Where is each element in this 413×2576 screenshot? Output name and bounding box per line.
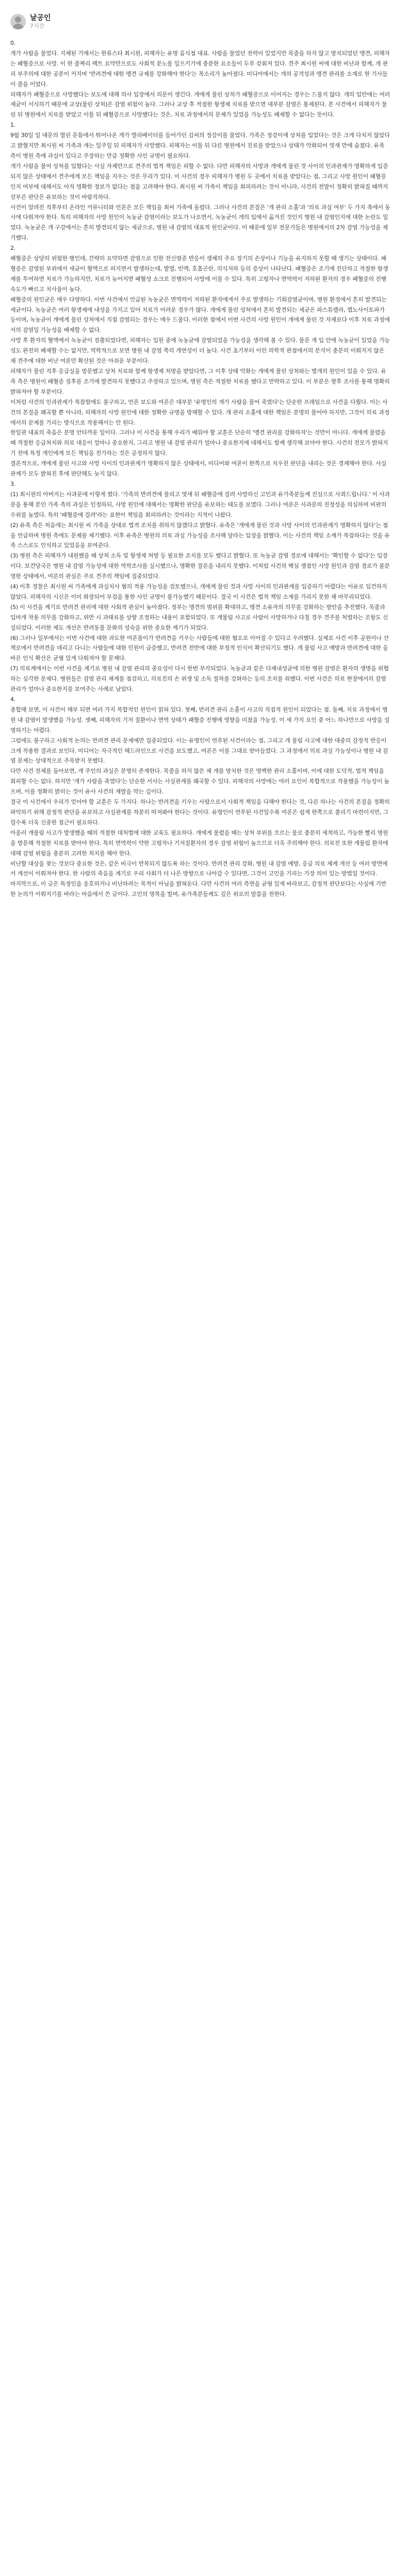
paragraph: (2) 유족 측은 처음에는 최시원 씨 가족을 상대로 법적 조치를 취하지 않겠다고 밝혔다. 유족은 '개에게 물린 것과 사망 사이의 인과관계가 명확하지 않다'는 점을 언급하며 병원 측에도 문제를 제기했다. 이후 유족은 병원의 의료 과실 가능성을 조사해 달라는 입장을 밝혔다. 이는 사건의 책임 소재가 복잡하다는 것을 유족 스스로도 인식하고 있었음을 보여준다. (10, 521, 390, 549)
paragraph: 피해자가 패혈증으로 사망했다는 보도에 대해 의사 입장에서 의문이 생긴다. 개에게 물린 상처가 패혈증으로 이어지는 경우는 드물지 않다. 개의 입안에는 여러 세균이 서식하기 때문에 교상(물린 상처)은 감염 위험이 높다. 그러나 교상 후 적절한 항생제 치료를 받으면 대부분 감염은 통제된다. 본 사건에서 피해자가 물린 뒤 병원에서 치료를 받았고 이틀 뒤 패혈증으로 사망했다는 것은, 치료 과정에서의 문제가 있었을 가능성도 배제할 수 없다는 뜻이다. (10, 91, 392, 118)
user-icon (10, 14, 26, 29)
section-number: 4. (10, 696, 16, 703)
author-name[interactable]: 날공인 (30, 13, 51, 22)
paragraph: 마지막으로, 이 글은 특정인을 옹호하거나 비난하려는 목적이 아님을 밝혀둔다. 다만 사건의 여러 측면을 균형 있게 바라보고, 감정적 판단보다는 사실에 기반한 논의가 이뤄지기를 바라는 마음에서 쓴 글이다. 고인의 명복을 빌며, 유가족분들께도 깊은 위로의 말씀을 전한다. (10, 880, 387, 898)
section-number: 2. (10, 245, 16, 252)
paragraph: 패혈증은 상당히 위험한 병인데, 간략히 요약하면 감염으로 인한 전신염증 반응이 생체의 주요 장기의 손상이나 기능을 유지하지 못할 때 생기는 상태이다. 패혈증은 감염된 부위에서 세균이 혈액으로 퍼지면서 발생하는데, 발열, 빈맥, 호흡곤란, 의식저하 등의 증상이 나타난다. 패혈증은 조기에 진단하고 적절한 항생제를 투여하면 치료가 가능하지만, 치료가 늦어지면 패혈성 쇼크로 진행되어 사망에 이를 수 있다. 특히 고령자나 면역력이 저하된 환자의 경우 패혈증의 진행 속도가 빠르고 치사율이 높다. (10, 255, 388, 293)
paragraph: 결론적으로, 개에게 물린 사고와 사망 사이의 인과관계가 명확하지 않은 상태에서, 미디어와 여론이 한쪽으로 치우친 판단을 내리는 것은 경계해야 한다. 사실관계가 모두 밝혀진 후에 판단해도 늦지 않다. (10, 460, 387, 478)
post-body (10, 38, 390, 900)
paragraph: (4) 이후 경찰은 최시원 씨 가족에게 과실치사 혐의 적용 가능성을 검토했으나, 개에게 물린 것과 사망 사이의 인과관계를 입증하기 어렵다는 이유로 입건하지 않았다. 피해자의 시신은 이미 화장되어 부검을 통한 사인 규명이 불가능했기 때문이다. 결국 이 사건은 법적 책임 소재를 가리지 못한 채 마무리되었다. (10, 583, 389, 600)
paragraph: (6) 그러나 일부에서는 이번 사건에 대한 과도한 여론몰이가 반려견을 키우는 사람들에 대한 혐오로 이어질 수 있다고 우려했다. 실제로 사건 이후 공원이나 산책로에서 반려견을 데리고 다니는 사람들에 대한 민원이 급증했고, 반려견 전반에 대한 부정적 인식이 확산되기도 했다. 개 물림 사고 예방과 반려견에 대한 올바른 인식 확산은 균형 있게 다뤄져야 할 문제다. (10, 634, 389, 662)
paragraph: 사건이 알려진 직후부터 온라인 커뮤니티와 언론은 모든 책임을 최씨 가족에 돌렸다. 그러나 사건의 본질은 '개 관리 소홀'과 '의료 과실 여부' 두 가지 축에서 동시에 다뤄져야 한다. 특히 피해자의 사망 원인이 녹농균 감염이라는 보도가 나오면서, 녹농균이 개의 입에서 옮겨진 것인지 병원 내 감염인지에 대한 논란도 일었다. 녹농균은 개 구강에서는 흔히 발견되지 않는 세균으로, 병원 내 감염의 대표적 원인균이다. 이 때문에 일부 전문가들은 병원에서의 2차 감염 가능성을 제기했다. (10, 204, 390, 242)
paragraph: 이처럼 사건의 인과관계가 복잡함에도 불구하고, 언론 보도와 여론은 대부분 '유명인의 개가 사람을 물어 죽였다'는 단순한 프레임으로 사건을 다뤘다. 이는 사건의 본질을 왜곡할 뿐 아니라, 피해자의 사망 원인에 대한 정확한 규명을 방해할 수 있다. 개 관리 소홀에 대한 책임은 분명히 물어야 하지만, 그것이 의료 과정에서의 문제를 가리는 방식으로 작용해서는 안 된다. (10, 398, 390, 426)
paragraph: (7) 의료계에서는 이번 사건을 계기로 병원 내 감염 관리의 중요성이 다시 한번 부각되었다. 녹농균과 같은 다제내성균에 의한 병원 감염은 환자의 생명을 위협하는 심각한 문제다. 병원들은 감염 관리 체계를 점검하고, 의료진의 손 위생 및 소독 절차를 강화하는 등의 조치를 취했다. 이번 사건은 의료 현장에서의 감염 관리가 얼마나 중요한지를 보여주는 사례로 남았다. (10, 665, 389, 693)
section-number: 0. (10, 40, 16, 46)
paragraph: 개가 사람을 물어 상처를 입혔다는 사실 자체만으로 견주의 법적 책임은 피할 수 없다. 다만 피해자의 사망과 개에게 물린 것 사이의 인과관계가 명확하게 입증되지 않은 상태에서 견주에게 모든 책임을 지우는 것은 무리가 있다. 이 사건의 경우 피해자가 병원 두 곳에서 치료를 받았다는 점, 그리고 사망 원인이 패혈증인지 여부에 대해서도 아직 명확한 정보가 없다는 점을 고려해야 한다. 최시원 씨 가족이 책임을 회피하려는 것이 아니라, 사건의 전말이 정확히 밝혀질 때까지 섣부른 판단은 유보하는 것이 바람직하다. (10, 162, 390, 200)
author-bar (10, 10, 390, 33)
avatar[interactable] (10, 14, 26, 29)
paragraph: 개가 사람을 물었다. 지체된 기에서는 한류스타 최시원, 피해자는 유명 음식점 대표. 사람을 물었던 전력이 있었지만 목줄을 하지 않고 방치되었던 맹견, 피해자는 패혈증으로 사망. 이 한 줄짜리 팩트 요약만으로도 사회적 분노를 일으키기에 충분한 요소들이 두루 갖춰져 있다. 견주 최시원 씨에 대한 비난과 함께, 개 관리 부주의에 대한 공분이 커지며 '반려견에 대한 맹견 규제를 강화해야 한다'는 목소리가 높아졌다. 미디어에서는 개의 공격성과 맹견 관리를 소재로 한 기사들이 줄을 이었다. (10, 49, 390, 88)
paragraph: 패혈증의 원인균은 매우 다양하다. 이번 사건에서 언급된 녹농균은 면역력이 저하된 환자에게서 주로 발생하는 기회감염균이며, 병원 환경에서 흔히 발견되는 세균이다. 녹농균은 여러 항생제에 내성을 가지고 있어 치료가 어려운 경우가 많다. 개에게 물린 상처에서 흔히 발견되는 세균은 파스튜렐라, 캡노사이토파가 등이며, 녹농균이 개에게 물린 상처에서 직접 감염되는 경우는 매우 드물다. 이러한 점에서 이번 사건의 사망 원인이 개에게 물린 것 자체보다 이후 치료 과정에서의 감염일 가능성을 배제할 수 없다. (10, 296, 390, 334)
post (0, 0, 413, 900)
post-time: 7시간 (30, 22, 45, 29)
paragraph: 결국 이 사건에서 우리가 얻어야 할 교훈은 두 가지다. 하나는 반려견을 키우는 사람으로서 사회적 책임을 다해야 한다는 것, 다른 하나는 사건의 본질을 정확히 파악하기 위해 감정적 판단을 유보하고 사실관계를 차분히 따져봐야 한다는 것이다. 유명인이 연루된 사건일수록 여론은 쉽게 한쪽으로 쏠리기 마련이지만, 그럴수록 더욱 신중한 접근이 필요하다. (10, 799, 392, 826)
paragraph: 한일관 대표의 죽음은 분명 안타까운 일이다. 그러나 이 사건을 통해 우리가 배워야 할 교훈은 단순히 '맹견 관리를 강화하자'는 것만이 아니다. 개에게 물렸을 때 적절한 응급처치와 의료 대응이 얼마나 중요한지, 그리고 병원 내 감염 관리가 얼마나 중요한지에 대해서도 함께 생각해 보아야 한다. 사건의 전모가 밝혀지기 전에 특정 개인에게 모든 책임을 전가하는 것은 공정하지 않다. (10, 429, 388, 457)
paragraph: 그럼에도 불구하고 사회적 논의는 반려견 관리 문제에만 집중되었다. 이는 유명인이 연루된 사건이라는 점, 그리고 개 물림 사고에 대한 대중의 감정적 반응이 크게 작용한 결과로 보인다. 미디어는 자극적인 헤드라인으로 사건을 보도했고, 여론은 이를 그대로 받아들였다. 그 과정에서 의료 과실 가능성이나 병원 내 감염 문제는 상대적으로 주목받지 못했다. (10, 737, 388, 765)
paragraph: 아울러 개물림 사고가 발생했을 때의 적절한 대처법에 대한 교육도 필요하다. 개에게 물렸을 때는 상처 부위를 흐르는 물로 충분히 세척하고, 가능한 빨리 병원을 방문해 적절한 치료를 받아야 한다. 특히 면역력이 약한 고령자나 기저질환자의 경우 감염 위험이 높으므로 더욱 주의해야 한다. 의료진 또한 개물림 환자에 대해 감염 위험을 충분히 고려한 처치를 해야 한다. (10, 829, 390, 857)
paragraph: 비난할 대상을 찾는 것보다 중요한 것은, 같은 비극이 반복되지 않도록 하는 것이다. 반려견 관리 강화, 병원 내 감염 예방, 응급 의료 체계 개선 등 여러 방면에서 개선이 이뤄져야 한다. 한 사람의 죽음을 계기로 우리 사회가 더 나은 방향으로 나아갈 수 있다면, 그것이 고인을 기리는 가장 의미 있는 방법일 것이다. (10, 860, 388, 877)
paragraph: 다만 사건 전체를 돌아보면, 개 주인의 과실은 분명히 존재한다. 목줄을 하지 않은 채 개를 방치한 것은 명백한 관리 소홀이며, 이에 대한 도덕적, 법적 책임을 회피할 수는 없다. 하지만 '개가 사람을 죽였다'는 단순한 서사는 사실관계를 왜곡할 수 있다. 피해자의 사망에는 여러 요인이 복합적으로 작용했을 가능성이 높으며, 이를 정확히 밝히는 것이 유사 사건의 재발을 막는 길이다. (10, 768, 390, 795)
author-meta (30, 14, 51, 30)
section-number: 1. (10, 122, 16, 129)
paragraph: 종합해 보면, 이 사건이 해부 되면 여러 가지 복합적인 원인이 얽혀 있다. 첫째, 반려견 관리 소홀이 사고의 직접적 원인이 되었다는 점. 둘째, 치료 과정에서 병원 내 감염이 발생했을 가능성. 셋째, 피해자의 기저 질환이나 면역 상태가 패혈증 진행에 영향을 미쳤을 가능성. 이 세 가지 요인 중 어느 하나만으로 사망을 설명하기는 어렵다. (10, 706, 390, 734)
paragraph: 피해자가 물린 직후 응급실을 방문했고 상처 치료와 함께 항생제 처방을 받았다면, 그 이후 상태 악화는 개에게 물린 상처와는 별개의 원인이 있을 수 있다. 유족 측은 병원이 패혈증 징후를 조기에 발견하지 못했다고 주장하고 있으며, 병원 측은 적절한 치료를 했다고 반박하고 있다. 이 부분은 향후 조사를 통해 명확히 밝혀져야 할 부분이다. (10, 368, 392, 395)
paragraph: 사망 후 환자의 혈액에서 녹농균이 검출되었다면, 피해자는 입원 중에 녹농균에 감염되었을 가능성을 생각해 볼 수 있다. 물론 개 입 안에 녹농균이 있었을 가능성도 완전히 배제할 수는 없지만, 역학적으로 보면 병원 내 감염 쪽의 개연성이 더 높다. 사건 초기부터 이런 의학적 관점에서의 분석이 충분히 이뤄지지 않은 채 견주에 대한 비난 여론만 확산된 것은 아쉬운 부분이다. (10, 337, 390, 365)
paragraph: (5) 이 사건을 계기로 반려견 관리에 대한 사회적 관심이 높아졌다. 정부는 맹견의 범위를 확대하고, 맹견 소유자의 의무를 강화하는 방안을 추진했다. 목줄과 입마개 착용 의무를 강화하고, 위반 시 과태료를 상향 조정하는 내용이 포함되었다. 또 개물림 사고로 사람이 사망하거나 다칠 경우 견주를 처벌하는 조항도 신설되었다. 이러한 제도 개선은 반려동물 문화의 성숙을 위한 중요한 계기가 되었다. (10, 603, 388, 631)
paragraph: (3) 병원 측은 피해자가 내원했을 때 상처 소독 및 항생제 처방 등 필요한 조치를 모두 했다고 밝혔다. 또 녹농균 감염 경로에 대해서는 '확인할 수 없다'는 입장이다. 보건당국은 병원 내 감염 가능성에 대한 역학조사를 실시했으나, 명확한 결론을 내리지 못했다. 이처럼 사건의 핵심 쟁점인 사망 원인과 감염 경로가 불분명한 상태에서, 여론의 관심은 주로 견주의 책임에 집중되었다. (10, 552, 390, 580)
paragraph: 9월 30일 일 대문의 열린 문틈에서 튀어나온 개가 엘리베이터를 들어가던 김씨의 정강이를 물었다. 가족은 정강이에 상처를 입었다는 것은 크게 다치지 않았다고 밝혔지만 최시원 씨 가족과 개는 일주일 뒤 피해자가 사망했다. 피해자는 이틀 뒤 다른 병원에서 진료를 받았으나 상태가 악화되어 엿새 만에 숨졌다. 유족 측이 병원 측에 과실이 있다고 주장하는 만큼 정확한 사인 규명이 필요하다. (10, 132, 390, 159)
paragraph: (1) 최시원의 아버지는 사과문에 이렇게 썼다. '가족의 반려견에 물리고 엿새 뒤 패혈증에 걸려 사망하신 고인과 유가족분들께 진심으로 사죄드립니다.' 이 사과문을 통해 본인 가족 측의 과실은 인정하되, 사망 원인에 대해서는 명확한 판단을 유보하는 태도를 보였다. 그러나 여론은 사과문의 진정성을 의심하며 비판의 수위를 높였다. 특히 '패혈증에 걸려'라는 표현이 책임을 회피하려는 것이라는 지적이 나왔다. (10, 490, 390, 518)
section-number: 3. (10, 480, 16, 487)
